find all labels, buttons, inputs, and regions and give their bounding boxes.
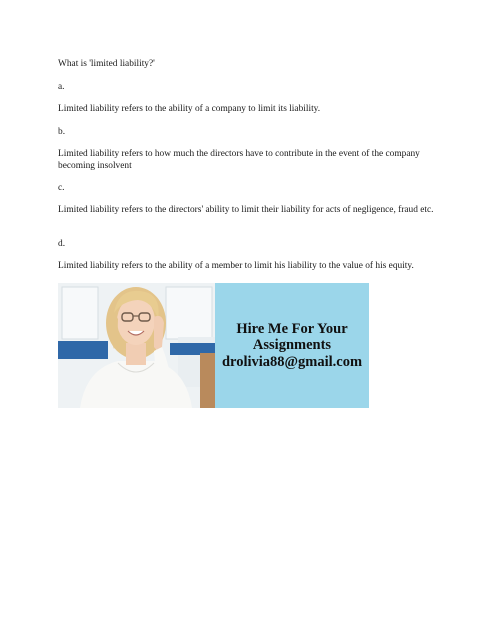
ad-email: drolivia88@gmail.com [221,353,363,370]
advertisement-banner [58,283,369,408]
option-c-letter: c. [58,183,65,193]
woman-photo [58,283,215,408]
ad-headline-line-2: Assignments [252,336,332,353]
ad-headline-line-1: Hire Me For Your [236,320,348,337]
option-a-letter: a. [58,82,65,92]
option-b-letter: b. [58,127,66,137]
woman-photo-illustration [58,283,215,408]
hire-me-ad [215,283,369,408]
option-c-text: Limited liability refers to the directors' ability to limit their liability for acts of negligence, fraud etc. [58,205,434,215]
option-b-text: Limited liability refers to how much the directors have to contribute in the event of the company becoming insolvent [58,149,420,171]
option-d-text: Limited liability refers to the ability of a member to limit his liability to the value of his equity. [58,261,414,271]
option-d-letter: d. [58,239,66,249]
option-a-text: Limited liability refers to the ability of a company to limit its liability. [58,104,321,114]
question-text: What is 'limited liability?' [58,59,155,69]
